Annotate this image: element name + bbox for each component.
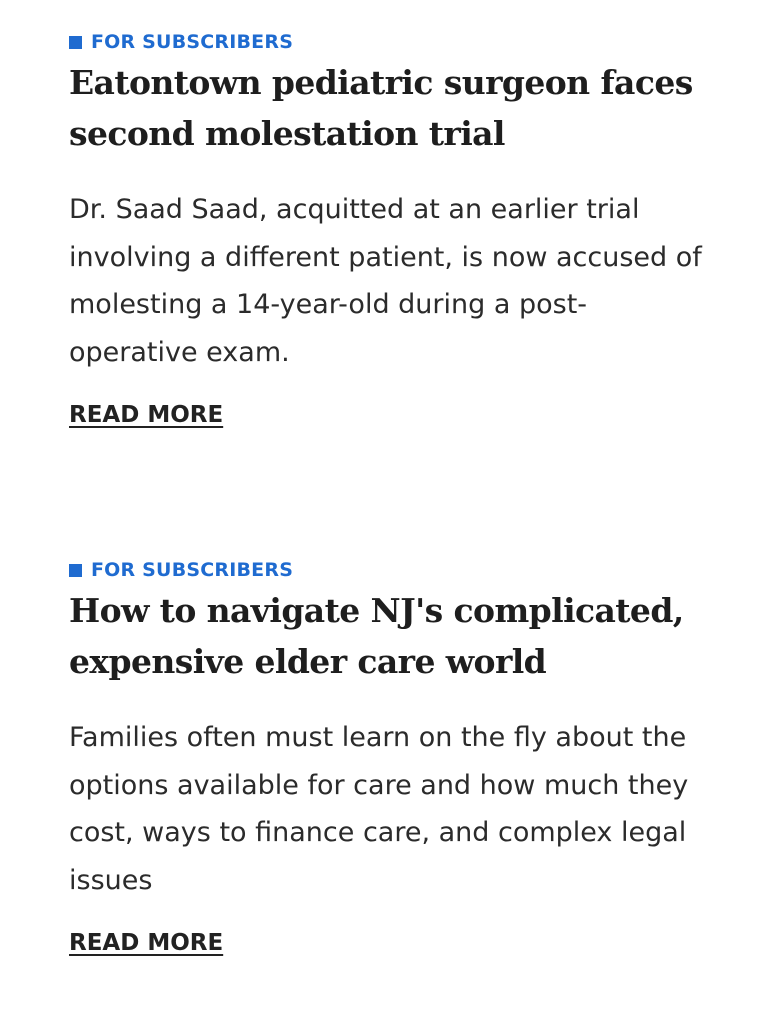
subscriber-badge	[69, 31, 709, 53]
subscriber-badge-label: FOR SUBSCRIBERS	[91, 559, 294, 581]
subscriber-badge	[69, 559, 709, 581]
article-headline[interactable]: Eatontown pediatric surgeon faces second molestation trial	[69, 63, 693, 153]
article-headline[interactable]: How to navigate NJ's complicated, expensive elder care world	[69, 591, 684, 681]
square-icon	[69, 564, 82, 577]
article-summary: Families often must learn on the fly about the options available for care and how much they cost, ways to finance care, and complex legal issues	[69, 722, 689, 896]
read-more-link[interactable]: READ MORE	[69, 402, 224, 428]
article-summary: Dr. Saad Saad, acquitted at an earlier trial involving a different patient, is now accused of molesting a 14-year-old during a post-operative exam.	[69, 194, 702, 368]
read-more-link[interactable]: READ MORE	[69, 930, 224, 956]
square-icon	[69, 36, 82, 49]
subscriber-badge-label: FOR SUBSCRIBERS	[91, 31, 294, 53]
article-card-1	[69, 31, 709, 430]
article-card-2	[69, 559, 709, 958]
